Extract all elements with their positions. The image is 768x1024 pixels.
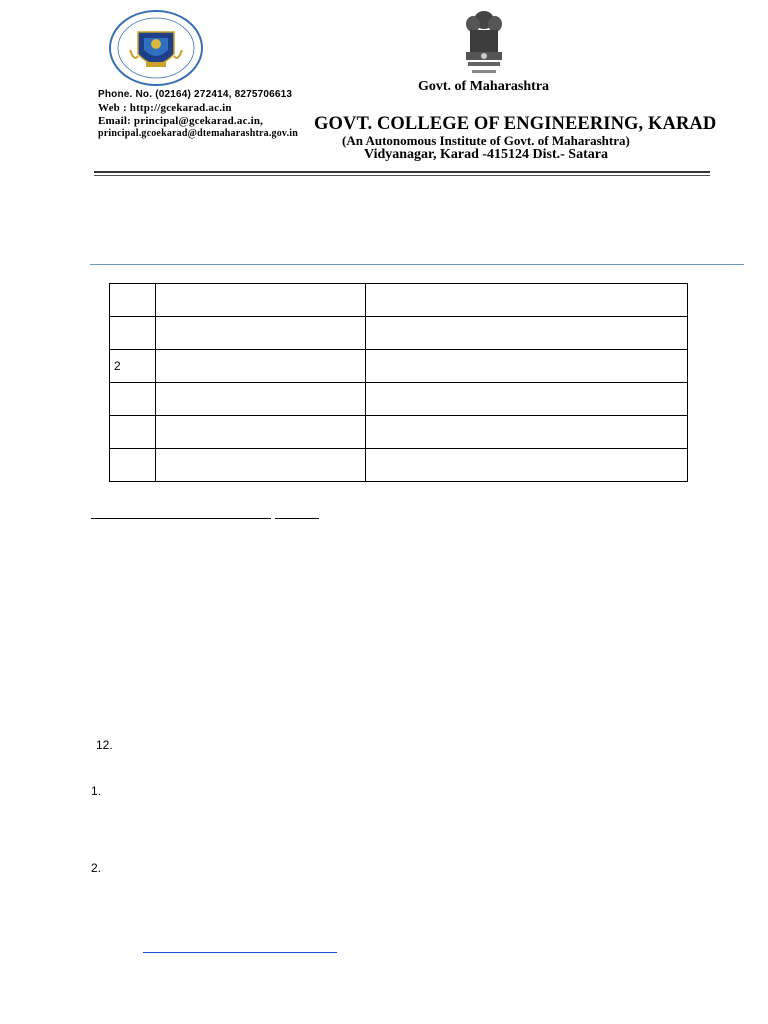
- web-text: Web : http://gcekarad.ac.in: [98, 102, 232, 114]
- table-cell: [156, 317, 366, 350]
- table-cell: [366, 350, 688, 383]
- table-cell: [156, 284, 366, 317]
- table-cell: [366, 284, 688, 317]
- hyperlink-underline[interactable]: [143, 952, 337, 953]
- details-table: [109, 283, 688, 482]
- table-cell: [366, 383, 688, 416]
- college-name: GOVT. COLLEGE OF ENGINEERING, KARAD: [314, 114, 717, 134]
- table-row: [110, 416, 688, 449]
- table-cell: [156, 383, 366, 416]
- table-cell: [110, 449, 156, 482]
- phone-text: Phone. No. (02164) 272414, 8275706613: [98, 89, 293, 100]
- address-line: Vidyanagar, Karad -415124 Dist.- Satara: [364, 147, 608, 162]
- email-alt-text: principal.gcoekarad@dtemaharashtra.gov.in: [98, 128, 299, 139]
- header-divider: [94, 171, 710, 173]
- list-number: 1.: [91, 784, 102, 798]
- section-divider: [90, 264, 744, 265]
- table-row: [110, 383, 688, 416]
- signature-line-short: [275, 518, 319, 519]
- national-emblem-icon: [458, 6, 510, 80]
- header-divider-thin: [94, 175, 710, 176]
- email-text: Email: principal@gcekarad.ac.in,: [98, 115, 264, 127]
- table-cell: 2: [110, 350, 156, 383]
- table-row: [110, 449, 688, 482]
- table-cell: [366, 449, 688, 482]
- table-row: [110, 284, 688, 317]
- table-cell: [110, 284, 156, 317]
- table-cell: [156, 449, 366, 482]
- list-number: 2.: [91, 861, 102, 875]
- table-cell: [366, 416, 688, 449]
- table-cell: [110, 317, 156, 350]
- table-cell: [156, 350, 366, 383]
- table-cell: [110, 383, 156, 416]
- signature-line: [91, 518, 271, 519]
- table-cell: [110, 416, 156, 449]
- table-row: [110, 317, 688, 350]
- college-crest-icon: [108, 10, 204, 86]
- table-row: [110, 350, 688, 383]
- govt-heading: Govt. of Maharashtra: [418, 79, 550, 94]
- table-cell: [366, 317, 688, 350]
- list-number: 12.: [96, 738, 113, 752]
- institute-subtitle: (An Autonomous Institute of Govt. of Maharashtra): [342, 133, 630, 148]
- table-cell: [156, 416, 366, 449]
